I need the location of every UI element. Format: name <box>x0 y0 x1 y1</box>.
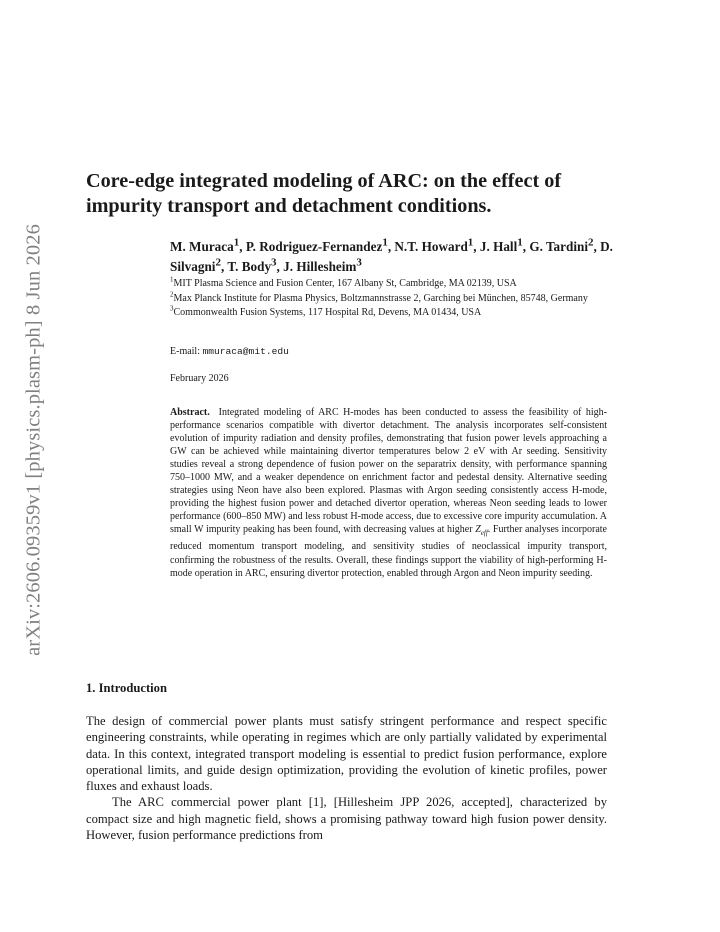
zeff-symbol: $Z_{eff}$ <box>475 524 488 538</box>
author: P. Rodriguez-Fernandez$^1$, <box>245 236 395 254</box>
email-address[interactable]: mmuraca@mit.edu <box>202 346 289 357</box>
section-heading-introduction: 1. Introduction <box>86 681 167 695</box>
abstract-text-cont: . Further analyses incorporate reduced momentum transport modeling, and sensitivity studies of neoclassical impurity transport, confirming the robustness of the results. Overall, these findings support the viability of high-performing H-mode operation in ARC, ensuring divertor protection, enabled through Argon and Neon impurity seeding. <box>170 524 607 579</box>
author: D. Silvagni$^2$, <box>170 239 613 274</box>
affiliation: $^1$MIT Plasma Science and Fusion Center, 167 Albany St, Cambridge, MA 02139, USA <box>170 275 517 289</box>
abstract-label: Abstract. <box>170 407 210 418</box>
paragraph: The ARC commercial power plant [1], [Hillesheim JPP 2026, accepted], characterized by compact size and high magnetic field, shows a promising pathway toward high fusion power density. However, fusion performance predictions from <box>86 795 607 843</box>
paragraph: The design of commercial power plants must satisfy stringent performance and respect specific engineering constraints, while operating in regimes which are only partially validated by experimental data. In this context, integrated transport modeling is essential to predict fusion performance, explore operational limits, and guide design optimization, providing the evolution of kinetic profiles, power fluxes and exhaust loads. <box>86 714 607 794</box>
affiliation: $^2$Max Planck Institute for Plasma Physics, Boltzmannstrasse 2, Garching bei München, 85748, Germany <box>170 290 588 304</box>
author: T. Body$^3$, <box>227 256 284 274</box>
affiliations <box>170 277 620 321</box>
abstract <box>170 406 607 580</box>
author: M. Muraca$^1$, <box>170 236 246 254</box>
arxiv-identifier: arXiv:2606.09359v1 [physics.plasm-ph] 8 Jun 2026 <box>22 224 45 656</box>
publication-date: February 2026 <box>170 373 229 384</box>
email-label: E-mail: <box>170 346 203 357</box>
abstract-text: Integrated modeling of ARC H-modes has been conducted to assess the feasibility of high-performance scenarios compatible with divertor detachment. The analysis incorporates self-consistent evolution of impurity radiation and density profiles, demonstrating that fusion power levels approaching a GW can be achieved while maintaining divertor temperatures below 2 eV with Ar seeding. Sensitivity studies reveal a strong dependence of fusion power on the separatrix density, with performance spanning 750–1000 MW, and a weaker dependence on enrichment factor and pedestal density. Alternative seeding strategies using Neon have also been explored. Plasmas with Argon seeding consistently access H-mode, providing the highest fusion power and detached divertor operation, whereas Neon seeding leads to lower performance (600–850 MW) and less robust H-mode access, due to excessive core impurity accumulation. A small W impurity peaking has been found, with decreasing values at higher <box>170 407 607 536</box>
paper-title: Core-edge integrated modeling of ARC: on the effect of impurity transport and detachment conditions. <box>86 170 562 217</box>
author: J. Hillesheim$^3$ <box>283 256 362 274</box>
affiliation: $^3$Commonwealth Fusion Systems, 117 Hospital Rd, Devens, MA 01434, USA <box>170 304 482 319</box>
author: G. Tardini$^2$, <box>529 236 601 254</box>
contact-email <box>170 346 289 357</box>
author-list <box>170 237 620 277</box>
arxiv-sidebar-stamp <box>18 210 50 670</box>
author: J. Hall$^1$, <box>479 236 527 254</box>
author: N.T. Howard$^1$, <box>394 236 480 254</box>
body-text <box>86 713 607 843</box>
